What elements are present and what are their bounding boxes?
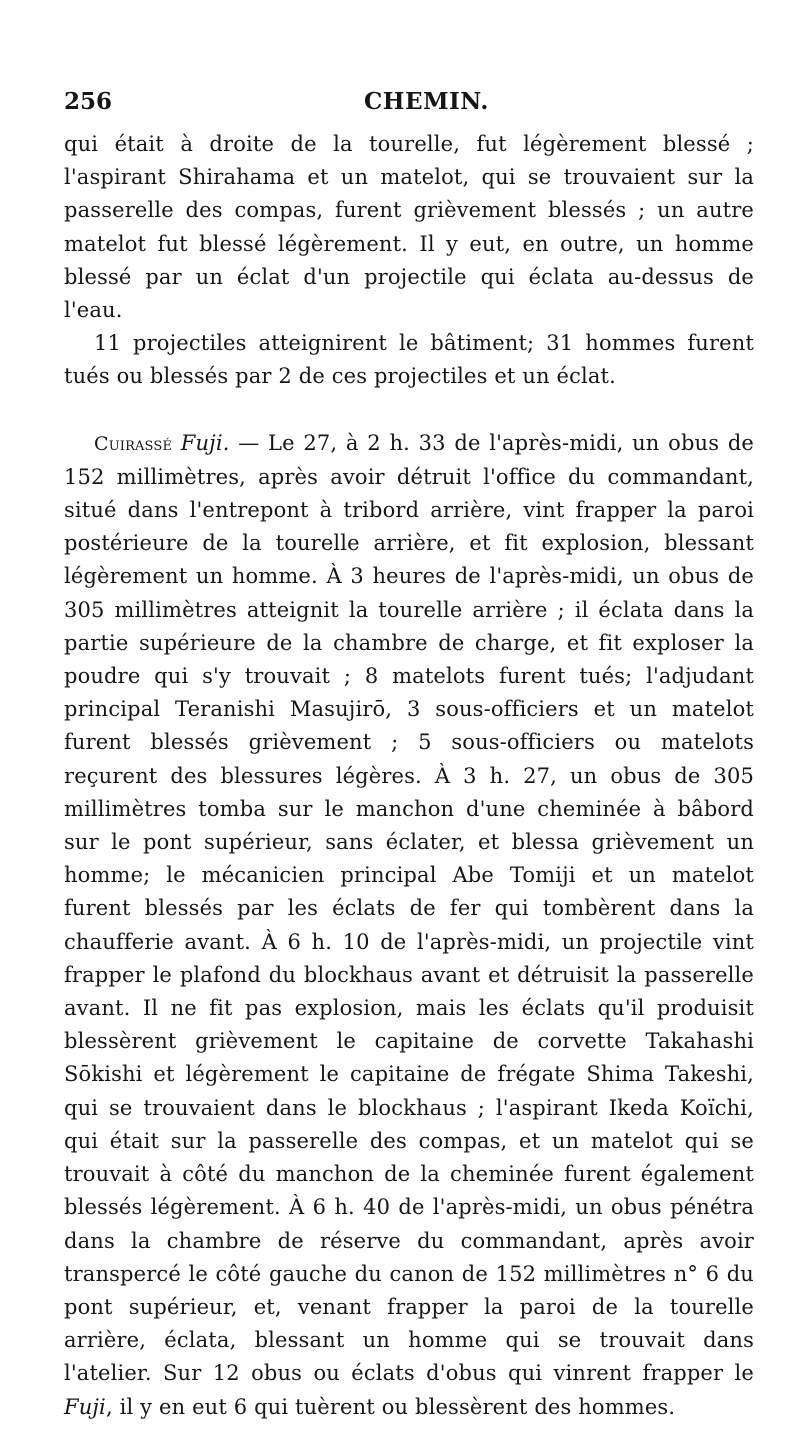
ship-name: Fuji.	[180, 430, 230, 455]
page-number: 256	[64, 88, 113, 115]
body-text	[64, 128, 754, 1424]
ship-name-inline: Fuji	[64, 1394, 106, 1419]
section-label: Cuirassé	[94, 432, 173, 455]
page-header	[64, 88, 750, 128]
paragraph-projectiles: 11 projectiles atteignirent le bâtiment; 31 hommes furent tués ou blessés par 2 de ces projectiles et un éclat.	[64, 331, 754, 389]
paragraph-fuji-text: — Le 27, à 2 h. 33 de l'après-midi, un obus de 152 millimètres, après avoir détruit l'office du commandant, situé dans l'entrepont à tribord arrière, vint frapper la paroi postérieure de la tourelle arrière, et fit explosion, blessant légèrement un homme. À 3 heures de l'après-midi, un obus de 305 millimètres atteignit la tourelle arrière ; il éclata dans la partie supérieure de la chambre de charge, et fit exploser la poudre qui s'y trouvait ; 8 matelots furent tués; l'adjudant principal Teranishi Masujirō, 3 sous-officiers et un matelot furent blessés grièvement ; 5 sous-officiers ou matelots reçurent des blessures légères. À 3 h. 27, un obus de 305 millimètres tomba sur le manchon d'une cheminée à bâbord sur le pont supérieur, sans éclater, et blessa grièvement un homme; le mécanicien principal Abe Tomiji et un matelot furent blessés par les éclats de fer qui tombèrent dans la chaufferie avant. À 6 h. 10 de l'après-midi, un projectile vint frapper le plafond du blockhaus avant et détruisit la passerelle avant. Il ne fit pas explosion, mais les éclats qu'il produisit blessèrent grièvement le capitaine de corvette Takahashi Sōkishi et légèrement le capitaine de frégate Shima Takeshi, qui se trouvaient dans le blockhaus ; l'aspirant Ikeda Koïchi, qui était sur la passerelle des compas, et un matelot qui se trouvait à côté du manchon de la cheminée furent également blessés légèrement. À 6 h. 40 de l'après-midi, un obus pénétra dans la chambre de réserve du commandant, après avoir transpercé le côté gauche du canon de 152 millimètres n° 6 du pont supérieur, et, venant frapper la paroi de la tourelle arrière, éclata, blessant un homme qui se trouvait dans l'atelier. Sur 12 obus ou éclats d'obus qui vinrent frapper le	[64, 430, 754, 1386]
paragraph-fuji-end: , il y en eut 6 qui tuèrent ou blessèrent des hommes.	[105, 1394, 676, 1419]
paragraph-fuji	[64, 427, 754, 1424]
running-head: CHEMIN.	[364, 88, 489, 115]
paragraph-continued: qui était à droite de la tourelle, fut légèrement blessé ; l'aspirant Shirahama et un matelot, qui se trouvaient sur la passerelle des compas, furent grièvement blessés ; un autre matelot fut blessé légèrement. Il y eut, en outre, un homme blessé par un éclat d'un projectile qui éclata au-dessus de l'eau.	[64, 132, 754, 323]
